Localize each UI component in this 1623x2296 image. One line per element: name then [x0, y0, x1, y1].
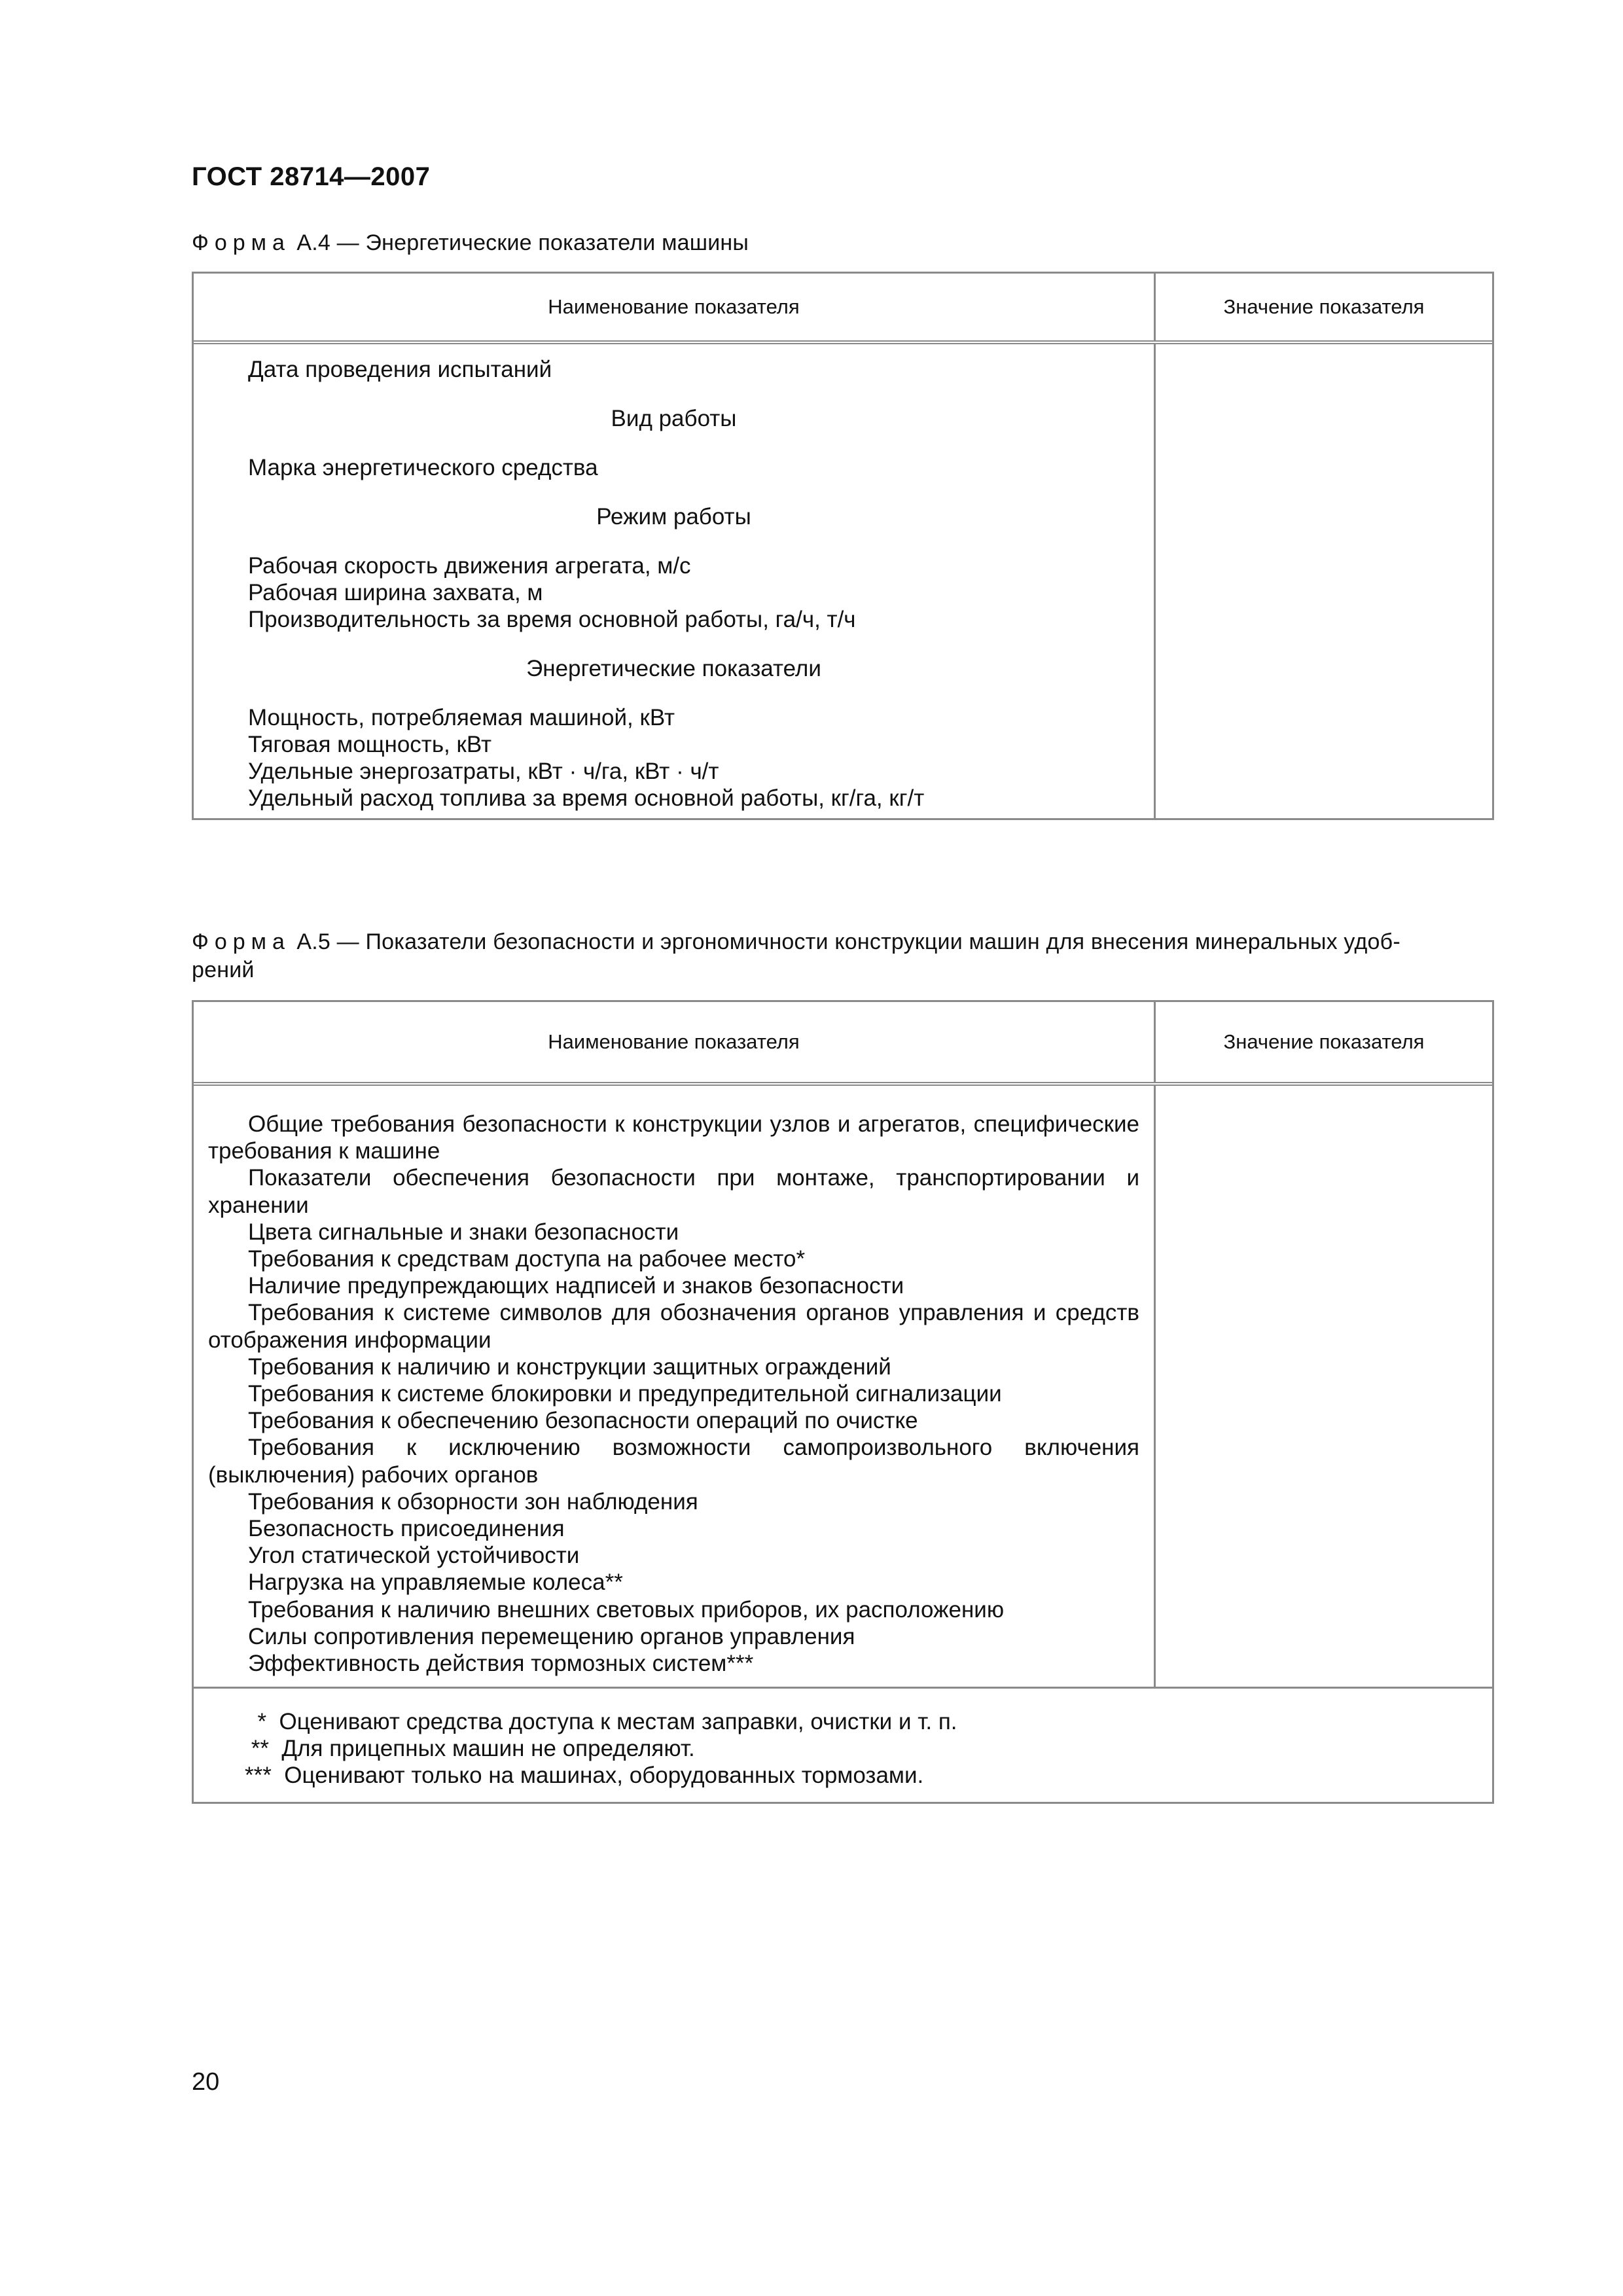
list-item: Угол статической устойчивости: [248, 1543, 580, 1569]
footnote: *** Оценивают только на машинах, оборудованных тормозами.: [245, 1763, 924, 1788]
list-item: Производительность за время основной работы, га/ч, т/ч: [248, 607, 856, 632]
list-item: Мощность, потребляемая машиной, кВт: [248, 705, 675, 730]
column-header-name: Наименование показателя: [194, 274, 1156, 340]
column-header-name: Наименование показателя: [194, 1002, 1156, 1082]
list-item: Рабочая ширина захвата, м: [248, 580, 543, 605]
list-item: Требования к наличию и конструкции защитных ограждений: [248, 1354, 891, 1380]
column-header-value: Значение показателя: [1223, 295, 1425, 318]
list-item: Требования к средствам доступа на рабочее место*: [248, 1246, 806, 1272]
list-item: Требования к системе блокировки и предупредительной сигнализации: [248, 1381, 1002, 1407]
form-label: Форма: [192, 230, 291, 255]
list-item: Марка энергетического средства: [248, 455, 598, 480]
table-body: [194, 344, 1492, 818]
indicator-values-cell: [1156, 1086, 1492, 1687]
list-item: Наличие предупреждающих надписей и знаков безопасности: [248, 1273, 904, 1299]
list-item: Удельный расход топлива за время основной работы, кг/га, кг/т: [248, 785, 925, 811]
table-footnotes: [194, 1687, 1492, 1803]
list-item: Требования к обзорности зон наблюдения: [248, 1488, 698, 1515]
form-a5-title-cont: рений: [192, 958, 255, 982]
list-item: Требования к системе символов для обозначения органов управления и средств отображения информации: [208, 1300, 1139, 1353]
form-a5-table: [192, 1000, 1494, 1804]
list-item: Требования к обеспечению безопасности операций по очистке: [248, 1408, 918, 1434]
list-item: Нагрузка на управляемые колеса**: [248, 1570, 623, 1596]
list-item: Требования к исключению возможности самопроизвольного включения (выключения) рабочих органов: [208, 1435, 1139, 1488]
indicator-names-cell: [194, 1086, 1156, 1687]
section-heading: Режим работы: [596, 504, 751, 529]
list-item: Силы сопротивления перемещению органов управления: [248, 1623, 855, 1649]
list-item: Общие требования безопасности к конструкции узлов и агрегатов, специфические требования к машине: [208, 1111, 1139, 1164]
table-header: [194, 1002, 1492, 1086]
list-item: Цвета сигнальные и знаки безопасности: [248, 1219, 679, 1245]
table-header: [194, 274, 1492, 344]
form-a4-title: А.4 — Энергетические показатели машины: [296, 230, 749, 255]
section-heading: Энергетические показатели: [526, 656, 821, 681]
list-item: Безопасность присоединения: [248, 1516, 565, 1542]
form-a5-caption: [192, 928, 1494, 984]
list-item: Дата проведения испытаний: [248, 357, 552, 382]
form-a4-caption: [192, 229, 1494, 257]
page-number: 20: [192, 2068, 220, 2096]
list-item: Показатели обеспечения безопасности при монтаже, транспортировании и хранении: [208, 1165, 1139, 1218]
list-item: Рабочая скорость движения агрегата, м/с: [248, 553, 691, 579]
column-header-value: Значение показателя: [1223, 1030, 1425, 1053]
footnote: * Оценивают средства доступа к местам заправки, очистки и т. п.: [245, 1709, 957, 1734]
list-item: Удельные энергозатраты, кВт · ч/га, кВт · ч/т: [248, 759, 719, 784]
footnote: ** Для прицепных машин не определяют.: [245, 1736, 695, 1761]
indicator-names-cell: [194, 344, 1156, 818]
indicator-values-cell: [1156, 344, 1492, 818]
section-heading: Вид работы: [611, 406, 737, 431]
form-a4-table: [192, 272, 1494, 820]
table-body: [194, 1086, 1492, 1687]
list-item: Требования к наличию внешних световых приборов, их расположению: [248, 1596, 1005, 1623]
form-label: Форма: [192, 929, 291, 954]
list-item: Эффективность действия тормозных систем***: [248, 1651, 754, 1677]
list-item: Тяговая мощность, кВт: [248, 732, 492, 757]
document-code: ГОСТ 28714—2007: [192, 162, 431, 191]
form-a5-title: А.5 — Показатели безопасности и эргономичности конструкции машин для внесения минеральных удоб-: [296, 929, 1400, 954]
